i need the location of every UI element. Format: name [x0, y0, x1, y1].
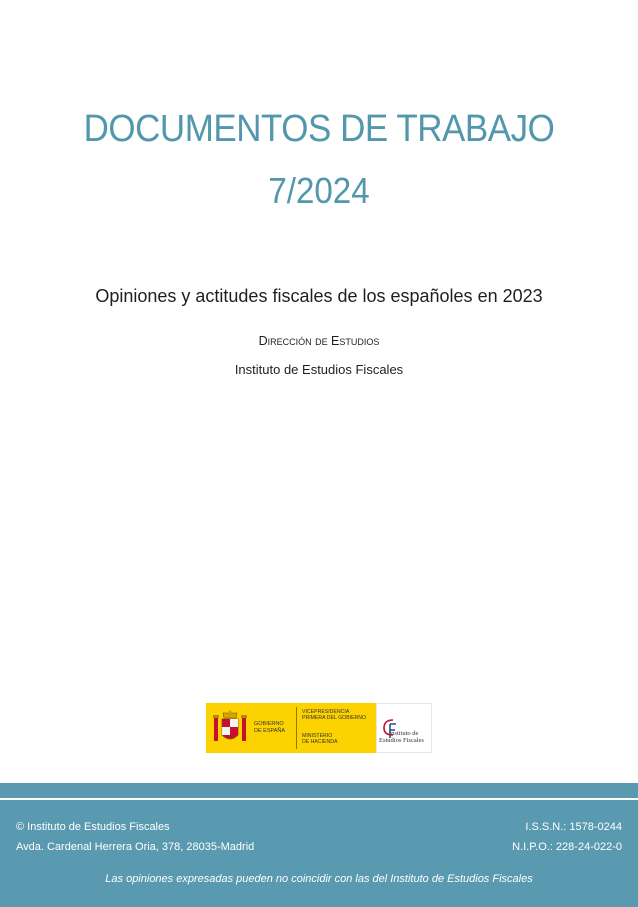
- ministry-label: MINISTERIO DE HACIENDA: [302, 733, 338, 745]
- logo-divider: [296, 707, 297, 749]
- institutional-logos: [206, 703, 432, 753]
- series-title: DOCUMENTOS DE TRABAJO: [83, 108, 555, 150]
- coat-of-arms-icon: [212, 709, 248, 747]
- footer-copyright: © Instituto de Estudios Fiscales: [16, 821, 170, 833]
- document-title: Opiniones y actitudes fiscales de los españoles en 2023: [95, 286, 543, 306]
- footer-issn: I.S.S.N.: 1578-0244: [525, 821, 622, 833]
- footer-address: Avda. Cardenal Herrera Oria, 378, 28035-Madrid: [16, 841, 255, 853]
- ief-label: Instituto de Estudios Fiscales: [379, 730, 424, 744]
- government-label: GOBIERNO DE ESPAÑA: [254, 721, 286, 734]
- author-unit: Dirección de Estudios: [258, 334, 380, 348]
- government-logo: [206, 703, 376, 753]
- vicepresidency-label: VICEPRESIDENCIA PRIMERA DEL GOBIERNO: [302, 709, 367, 721]
- author-organization: Instituto de Estudios Fiscales: [234, 362, 404, 377]
- footer-nipo: N.I.P.O.: 228-24-022-0: [512, 841, 622, 853]
- series-number: 7/2024: [268, 170, 370, 211]
- footer-disclaimer: Las opiniones expresadas pueden no coincidir con las del Instituto de Estudios Fiscales: [105, 873, 533, 885]
- footer-divider: [0, 798, 638, 800]
- ief-logo: [376, 703, 432, 753]
